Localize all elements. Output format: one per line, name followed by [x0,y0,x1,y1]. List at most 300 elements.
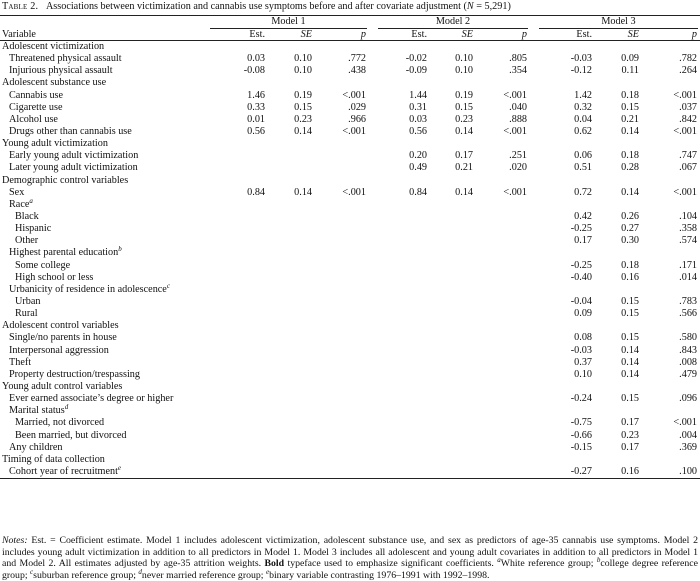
table-row [0,417,700,429]
model-3-p-cell: .037 [679,101,697,113]
table-row [0,114,700,126]
model-2-p-cell: .251 [509,150,527,162]
model-3-est-cell [537,247,593,259]
model-3-se-cell: 0.21 [621,113,639,125]
model-3-p-cell [645,284,700,296]
model-3-se-cell: 0.14 [621,344,639,356]
model-2-p-cell [479,260,530,272]
model-1-p-cell [318,320,369,332]
model-3-se-cell: 0.15 [621,308,639,320]
model-1-se-cell [266,357,318,369]
table-row [0,284,700,296]
model-2-est-cell [376,369,428,381]
model-2-se-cell [428,175,479,187]
model-3-p-cell: .747 [679,150,697,162]
model-3-est-cell [537,320,593,332]
model-3-se-cell: 0.09 [621,53,639,65]
table-row [0,223,700,235]
model-3-se-cell: 0.18 [621,150,639,162]
model-3-p-cell: .580 [679,332,697,344]
table-row [0,430,700,442]
model-3-se-cell: 0.18 [621,259,639,271]
model-1-se-cell [266,381,318,393]
row-label: Injurious physical assault [9,65,113,77]
model-1-p-cell [318,369,369,381]
row-label: Urban [15,296,41,308]
model-1-p-cell [318,345,369,357]
model-3-se-cell: 0.17 [621,417,639,429]
model-3-se-cell: 0.11 [621,65,639,77]
model-3-est-cell: 0.42 [574,211,592,223]
model-2-est-cell [376,405,428,417]
model-2-p-cell [479,272,530,284]
model-2-se-cell [428,199,479,211]
row-label: Any children [9,441,63,453]
table-row [0,357,700,369]
model-3-p-cell: .004 [679,429,697,441]
model-1-p-cell: .772 [348,53,366,65]
model-2-p-cell [479,77,530,89]
model-1-est-cell [208,381,266,393]
caption-n-label: N [466,1,474,12]
model-1-se-cell [266,41,318,54]
model-3-p-cell [645,247,700,259]
row-label: Cigarette use [9,101,63,113]
model-1-se-cell [266,223,318,235]
model-2-p-cell: <.001 [503,89,527,101]
model-3-se-cell [593,381,645,393]
model-1-se-cell [266,260,318,272]
row-label: Rural [15,308,38,320]
variable-column-header: Variable [0,29,208,41]
model-3-se-cell: 0.17 [621,441,639,453]
model-2-p-cell: .805 [509,53,527,65]
model-3-p-cell: .008 [679,356,697,368]
model-2-se-cell [428,320,479,332]
table-row [0,272,700,284]
model-2-se-cell [428,77,479,89]
model-3-p-cell [645,405,700,417]
model-2-est-cell: 0.03 [409,113,427,125]
model-1-est-cell: 0.56 [247,126,265,138]
model-1-p-cell [318,260,369,272]
model-3-est-cell [537,199,593,211]
model-3-se-cell [593,77,645,89]
model-1-se-cell [266,77,318,89]
model-3-se-cell: 0.18 [621,89,639,101]
model-2-se-cell [428,235,479,247]
model-3-p-cell: .096 [679,393,697,405]
model-3-se-cell: 0.30 [621,235,639,247]
row-label: Cohort year of recruitment$^e$ [0,466,208,479]
model-1-se-cell [266,247,318,259]
se-header: SE [428,29,479,41]
model-1-est-cell: -0.08 [243,65,265,77]
model-3-se-cell [593,320,645,332]
model-1-p-cell [318,381,369,393]
model-2-est-cell [376,138,428,150]
row-label: Married, not divorced [15,417,105,429]
row-label: Been married, but divorced [15,429,127,441]
model-1-p-cell [318,332,369,344]
model-2-se-cell [428,272,479,284]
table-row [0,466,700,479]
row-label: Ever earned associate’s degree or higher [9,393,174,405]
row-label: Sex [9,186,25,198]
model-2-p-cell [479,466,530,479]
row-label: Demographic control variables [2,174,129,186]
model-2-p-cell: .020 [509,162,527,174]
se-header: SE [266,29,318,41]
est-header: Est. [208,29,266,41]
model-1-se-cell: 0.10 [294,65,312,77]
model-2-se-cell: 0.15 [455,101,473,113]
model-1-se-cell [266,150,318,162]
table-row [0,296,700,308]
table-row [0,77,700,89]
table-row [0,320,700,332]
model-1-se-cell [266,235,318,247]
row-label: Threatened physical assault [9,53,122,65]
model-1-est-cell [208,454,266,466]
model-2-est-cell [376,284,428,296]
row-label: Drugs other than cannabis use [9,126,132,138]
row-label: Later young adult victimization [9,162,138,174]
model-2-p-cell: .040 [509,101,527,113]
model-3-se-cell [593,41,645,54]
model-1-est-cell [208,320,266,332]
model-3-p-cell: .067 [679,162,697,174]
table-row [0,126,700,138]
model-1-se-cell [266,284,318,296]
footnote-marker: a [29,196,33,205]
est-header: Est. [376,29,428,41]
row-label: Cannabis use [9,89,64,101]
model-2-se-cell [428,260,479,272]
model-1-est-cell [208,332,266,344]
model-3-se-cell: 0.15 [621,393,639,405]
model-1-p-cell [318,466,369,479]
model-3-p-cell: .264 [679,65,697,77]
model-2-se-cell [428,417,479,429]
model-2-est-cell [376,308,428,320]
model-1-se-cell [266,272,318,284]
model-3-p-cell: <.001 [673,89,697,101]
model-2-se-cell [428,223,479,235]
row-label: Property destruction/trespassing [9,368,140,380]
model-1-p-cell: <.001 [342,126,366,138]
table-row [0,247,700,259]
model-3-p-cell: .843 [679,344,697,356]
model-1-se-cell [266,175,318,187]
model-1-p-cell [318,296,369,308]
model-3-est-cell: 0.72 [574,186,592,198]
model-2-se-cell [428,466,479,479]
model-1-se-cell [266,430,318,442]
model-1-p-cell [318,223,369,235]
model-1-est-cell [208,345,266,357]
model-2-se-cell [428,381,479,393]
model-2-se-cell: 0.19 [455,89,473,101]
table-row [0,405,700,417]
p-header: p [645,29,700,41]
model-2-p-cell: .354 [509,65,527,77]
model-3-est-cell: -0.27 [537,466,593,479]
model-2-est-cell [376,199,428,211]
model-3-est-cell: -0.03 [570,344,592,356]
model-2-est-cell: 0.49 [409,162,427,174]
model-1-est-cell [208,405,266,417]
model-3-p-cell: .369 [679,441,697,453]
model-2-se-cell [428,369,479,381]
model-2-se-cell: 0.14 [455,186,473,198]
model-3-se-cell: 0.16 [593,466,645,479]
model-1-est-cell [208,284,266,296]
model-1-header: Model 1 [208,16,369,29]
model-1-se-cell: 0.14 [294,126,312,138]
caption-label: Table 2. [2,1,39,12]
model-2-est-cell [376,320,428,332]
model-3-p-cell: <.001 [673,417,697,429]
model-1-se-cell [266,138,318,150]
model-3-p-cell [645,41,700,54]
table-row [0,53,700,65]
model-1-p-cell [318,175,369,187]
p-header: p [318,29,369,41]
model-3-se-cell: 0.23 [621,429,639,441]
row-label: Single/no parents in house [9,332,117,344]
table-row [0,65,700,77]
table-row [0,393,700,405]
model-2-se-cell [428,393,479,405]
table-row [0,260,700,272]
model-3-est-cell [537,175,593,187]
model-1-est-cell [208,369,266,381]
model-2-se-cell: 0.23 [455,113,473,125]
model-1-est-cell [208,199,266,211]
row-label: Interpersonal aggression [9,344,109,356]
model-3-est-cell: 1.42 [574,89,592,101]
model-3-p-cell [645,77,700,89]
model-2-se-cell [428,296,479,308]
model-3-est-cell: 0.09 [574,308,592,320]
model-1-p-cell [318,41,369,54]
model-1-se-cell [266,199,318,211]
model-2-p-cell [479,284,530,296]
footnote-marker: d [64,403,69,412]
model-2-p-cell [479,357,530,369]
model-3-se-cell: 0.15 [621,296,639,308]
model-3-p-cell [645,320,700,332]
row-label: Marital status$^d$ [9,403,69,417]
model-2-p-cell [479,417,530,429]
model-1-p-cell [318,430,369,442]
footnote-marker: e [117,463,122,472]
model-2-p-cell [479,405,530,417]
model-2-se-cell [428,138,479,150]
model-1-est-cell [208,357,266,369]
model-1-est-cell [208,260,266,272]
model-3-p-cell: .171 [679,259,697,271]
model-3-p-cell: .782 [679,53,697,65]
model-1-p-cell [318,284,369,296]
model-1-se-cell [266,466,318,479]
model-2-p-cell [479,320,530,332]
table-row [0,211,700,223]
model-1-p-cell [318,357,369,369]
model-2-se-cell [428,247,479,259]
model-3-se-cell: 0.14 [621,126,639,138]
model-1-se-cell: 0.19 [294,89,312,101]
model-3-se-cell: 0.14 [621,186,639,198]
model-2-p-cell [479,296,530,308]
row-label: Highest parental education$^b$ [9,245,122,259]
table-row [0,308,700,320]
model-2-p-cell [479,442,530,454]
model-3-est-cell: -0.04 [570,296,592,308]
model-1-est-cell [208,235,266,247]
est-header: Est. [537,29,593,41]
model-3-p-cell: .014 [679,271,697,283]
model-3-p-cell: .358 [679,223,697,235]
model-2-est-cell: -0.02 [405,53,427,65]
model-2-se-cell: 0.21 [455,162,473,174]
model-2-est-cell [376,272,428,284]
model-3-est-cell: -0.24 [570,393,592,405]
model-1-p-cell [318,272,369,284]
model-2-p-cell: <.001 [503,126,527,138]
table-row [0,150,700,162]
model-2-p-cell: .888 [509,113,527,125]
table-row [0,345,700,357]
model-2-p-cell [479,308,530,320]
table-caption [2,1,698,13]
model-2-p-cell [479,369,530,381]
model-2-p-cell [479,381,530,393]
model-1-est-cell [208,247,266,259]
model-3-est-cell [537,381,593,393]
model-2-est-cell: 0.31 [409,101,427,113]
model-3-se-cell: 0.14 [621,368,639,380]
model-3-est-cell: -0.03 [570,53,592,65]
model-3-est-cell: 0.62 [574,126,592,138]
model-1-est-cell [208,175,266,187]
model-2-p-cell [479,332,530,344]
model-2-p-cell [479,235,530,247]
model-2-p-cell: <.001 [503,186,527,198]
notes-bold-word: Bold [264,558,285,569]
table-row [0,199,700,211]
model-1-se-cell [266,296,318,308]
model-2-se-cell [428,357,479,369]
model-3-header: Model 3 [537,16,700,29]
model-2-se-cell [428,442,479,454]
model-1-est-cell: 1.46 [247,89,265,101]
model-2-est-cell [376,417,428,429]
model-2-est-cell [376,442,428,454]
model-1-se-cell: 0.14 [294,186,312,198]
model-2-est-cell: -0.09 [405,65,427,77]
model-3-est-cell: 0.08 [574,332,592,344]
table-row [0,90,700,102]
model-3-est-cell: -0.25 [570,223,592,235]
model-1-est-cell [208,41,266,54]
model-3-p-cell: .574 [679,235,697,247]
model-1-se-cell [266,332,318,344]
model-1-est-cell [208,430,266,442]
model-3-p-cell [645,454,700,466]
model-1-est-cell [208,162,266,174]
model-3-p-cell: .783 [679,296,697,308]
table-row [0,381,700,393]
model-1-est-cell [208,393,266,405]
row-label: Adolescent control variables [2,320,119,332]
table-row [0,162,700,174]
model-2-est-cell [376,430,428,442]
model-2-se-cell [428,41,479,54]
model-3-se-cell [593,454,645,466]
model-2-est-cell [376,260,428,272]
row-label: Timing of data collection [2,453,105,465]
model-1-se-cell [266,345,318,357]
table-row [0,138,700,150]
model-3-est-cell: -0.12 [570,65,592,77]
model-3-se-cell [593,138,645,150]
model-3-est-cell: 0.06 [574,150,592,162]
model-3-se-cell: 0.15 [621,332,639,344]
model-3-est-cell: -0.66 [570,429,592,441]
model-3-p-cell [645,175,700,187]
table-row [0,102,700,114]
model-2-se-cell [428,430,479,442]
row-label: Hispanic [15,223,52,235]
model-2-se-cell [428,308,479,320]
model-1-p-cell [318,199,369,211]
model-1-p-cell [318,162,369,174]
model-1-p-cell [318,150,369,162]
model-3-est-cell: -0.40 [570,271,592,283]
model-2-est-cell [376,466,428,479]
model-3-se-cell [593,284,645,296]
model-3-se-cell: 0.28 [621,162,639,174]
row-label: High school or less [15,271,94,283]
row-label: Adolescent substance use [2,77,107,89]
associations-table [0,16,700,479]
table-row [0,332,700,344]
model-1-est-cell [208,296,266,308]
model-2-se-cell [428,211,479,223]
model-1-se-cell [266,369,318,381]
model-1-p-cell [318,235,369,247]
model-2-se-cell [428,332,479,344]
model-2-p-cell [479,211,530,223]
model-1-se-cell [266,454,318,466]
model-2-p-cell [479,345,530,357]
model-header-row [0,16,700,29]
caption-text: Associations between victimization and cannabis use symptoms before and after covariate adjustment ( [45,1,467,12]
model-2-se-cell [428,345,479,357]
row-label: Theft [9,356,32,368]
model-1-p-cell [318,247,369,259]
model-1-est-cell [208,223,266,235]
model-2-p-cell [479,247,530,259]
model-3-se-cell: 0.16 [621,271,639,283]
model-2-se-cell: 0.14 [455,126,473,138]
model-3-p-cell: <.001 [673,126,697,138]
model-1-p-cell [318,393,369,405]
table-row [0,454,700,466]
model-1-p-cell [318,308,369,320]
